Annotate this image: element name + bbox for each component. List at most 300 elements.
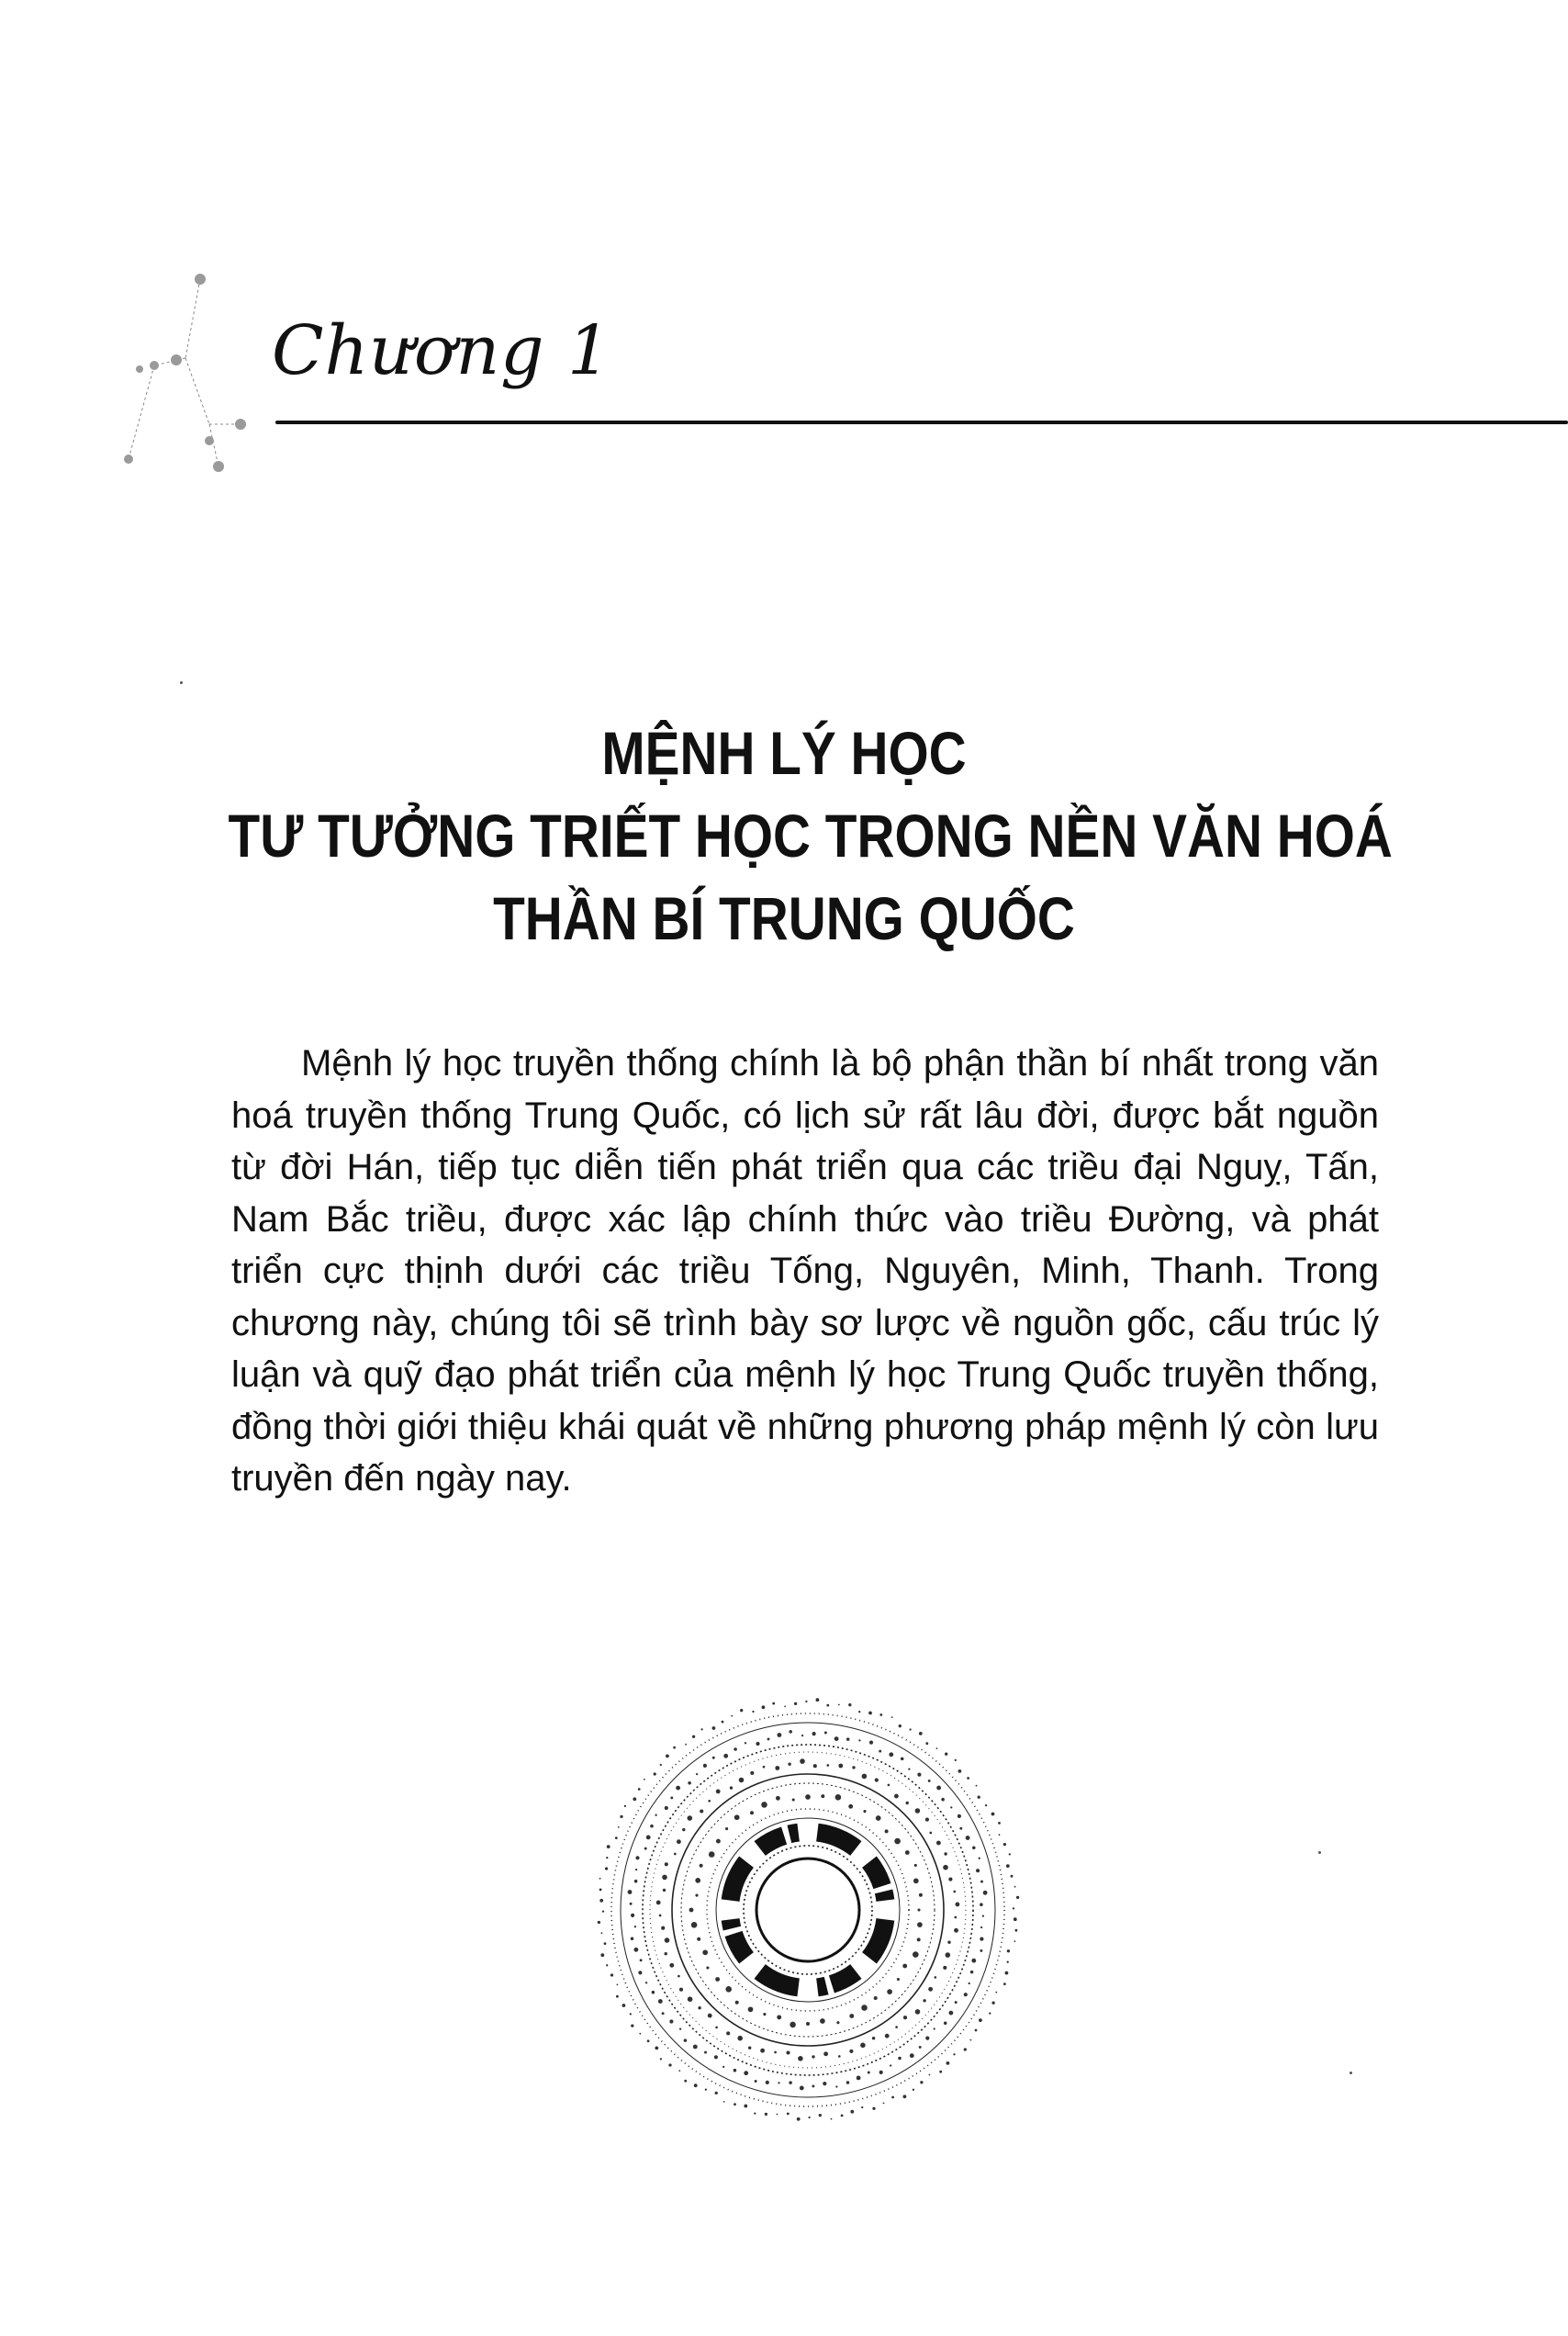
compass-glyph-dot <box>784 1706 786 1708</box>
compass-glyph-dot <box>693 2045 698 2050</box>
compass-glyph-dot <box>630 1903 633 1905</box>
compass-glyph-dot <box>883 2103 885 2105</box>
compass-glyph-dot <box>792 1798 795 1801</box>
compass-glyph-dot <box>1011 1875 1014 1878</box>
compass-glyph-dot <box>946 2061 950 2065</box>
compass-glyph-dot <box>679 2027 681 2029</box>
compass-glyph-dot <box>835 2085 837 2087</box>
compass-glyph-dot <box>943 1865 948 1870</box>
compass-glyph-dot <box>676 1786 680 1791</box>
compass-glyph-dot <box>688 1781 691 1785</box>
compass-glyph-dot <box>628 1890 633 1894</box>
compass-glyph-dot <box>920 2081 923 2083</box>
compass-glyph-dot <box>872 2037 875 2039</box>
compass-glyph-dot <box>703 1764 707 1768</box>
compass-glyph-dot <box>755 2080 757 2083</box>
compass-glyph-dot <box>734 2069 737 2072</box>
compass-glyph-dot <box>723 1754 728 1758</box>
compass-glyph-dot <box>925 2037 929 2040</box>
compass-glyph-dot <box>645 1982 647 1983</box>
compass-glyph-dot <box>917 1908 920 1911</box>
compass-glyph-dot <box>857 2075 861 2080</box>
compass-glyph-dot <box>934 1976 936 1979</box>
compass-glyph-dot <box>735 2001 739 2005</box>
compass-glyph-dot <box>665 1862 668 1866</box>
compass-glyph-dot <box>624 1805 626 1807</box>
compass-glyph-dot <box>631 1937 634 1941</box>
compass-glyph-dot <box>663 1889 666 1892</box>
compass-glyph-dot <box>644 1847 647 1850</box>
compass-glyph-dot <box>794 1702 797 1705</box>
compass-glyph-dot <box>876 1815 881 1821</box>
compass-glyph-dot <box>944 2022 947 2026</box>
compass-glyph-dot <box>606 1964 608 1966</box>
compass-glyph-dot <box>674 1853 677 1856</box>
compass-glyph-dot <box>723 2101 725 2103</box>
compass-glyph-dot <box>879 1713 882 1716</box>
compass-trigram-arc <box>817 1971 856 1987</box>
compass-glyph-dot <box>858 1739 860 1741</box>
compass-glyph-dot <box>652 1991 655 1994</box>
compass-glyph-dot <box>638 1971 642 1974</box>
compass-glyph-dot <box>665 1806 668 1810</box>
compass-glyph-dot <box>763 1766 766 1769</box>
compass-glyph-dot <box>673 1746 676 1749</box>
compass-glyph-dot <box>887 1989 892 1994</box>
compass-glyph-dot <box>915 2009 921 2015</box>
compass-glyph-dot <box>688 1996 693 2002</box>
compass-glyph-dot <box>875 1779 879 1782</box>
compass-glyph-dot <box>905 1850 910 1855</box>
compass-glyph-dot <box>695 1878 700 1883</box>
compass-glyph-dot <box>980 1926 982 1928</box>
compass-glyph-dot <box>890 2064 891 2066</box>
compass-glyph-dot <box>665 1937 670 1943</box>
compass-glyph-dot <box>688 1815 693 1821</box>
compass-glyph-dot <box>604 1942 607 1945</box>
compass-glyph-dot <box>838 1704 840 1706</box>
compass-glyph-dot <box>798 2056 803 2061</box>
compass-glyph-dot <box>660 2058 662 2060</box>
compass-glyph-dot <box>888 1784 890 1787</box>
compass-glyph-dot <box>715 2027 718 2029</box>
compass-glyph-dot <box>602 1910 604 1912</box>
compass-glyph-dot <box>678 1975 680 1978</box>
compass-glyph-dot <box>917 1922 923 1927</box>
compass-glyph-dot <box>812 2084 814 2087</box>
compass-glyph-dot <box>708 1800 711 1803</box>
compass-glyph-dot <box>824 1732 827 1735</box>
compass-glyph-dot <box>630 2013 632 2015</box>
compass-trigram-arc <box>731 1919 746 1958</box>
compass-trigram-arc <box>869 1919 885 1958</box>
compass-glyph-dot <box>819 2114 822 2117</box>
compass-glyph-dot <box>821 1794 824 1798</box>
compass-glyph-dot <box>919 1732 923 1735</box>
compass-glyph-dot <box>696 1773 698 1775</box>
compass-glyph-dot <box>897 1978 900 1981</box>
compass-glyph-dot <box>934 2027 935 2029</box>
compass-glyph-dot <box>826 1764 829 1767</box>
compass-glyph-dot <box>894 1794 899 1799</box>
compass-glyph-dot <box>763 2013 766 2016</box>
compass-glyph-dot <box>677 1839 681 1844</box>
compass-glyph-dot <box>902 1964 907 1969</box>
compass-glyph-dot <box>970 2039 972 2041</box>
compass-glyph-dot <box>823 2082 826 2085</box>
compass-glyph-dot <box>700 1864 703 1868</box>
compass-glyph-dot <box>982 1915 984 1916</box>
compass-glyph-dot <box>668 2063 671 2066</box>
compass-glyph-dot <box>774 2051 777 2054</box>
compass-glyph-dot <box>662 2012 665 2015</box>
intro-paragraph: Mệnh lý học truyền thống chính là bộ phận thần bí nhất trong văn hoá truyền thống Trung Quốc, có lịch sử rất lâu đời, được bắt nguồn từ đời Hán, tiếp tục diễn tiến phát triển qua các triều đại Nguỵ, Tấn, Nam Bắc triều, được xác lập chính thức vào triều Đường, và phát triển cực thịnh dưới các triều Tống, Nguyên, Minh, Thanh. Trong chương này, chúng tôi sẽ trình bày sơ lược về nguồn gốc, cấu trúc lý luận và quỹ đạo phát triển của mệnh lý học Trung Quốc truyền thống, đồng thời giới thiệu khái quát về những phương pháp mệnh lý còn lưu truyền đến ngày nay. <box>231 1043 1379 1499</box>
compass-glyph-dot <box>861 2005 868 2011</box>
compass-glyph-dot <box>698 2006 700 2009</box>
compass-glyph-dot <box>966 1836 970 1840</box>
compass-glyph-dot <box>734 2103 736 2106</box>
compass-glyph-dot <box>967 1777 969 1780</box>
compass-glyph-dot <box>850 2110 854 2114</box>
compass-glyph-dot <box>716 1789 721 1793</box>
chapter-divider <box>275 421 1568 424</box>
compass-glyph-dot <box>948 1878 952 1881</box>
compass-glyph-dot <box>777 2114 778 2116</box>
compass-glyph-dot <box>898 2057 902 2061</box>
compass-glyph-dot <box>944 1852 946 1855</box>
compass-glyph-dot <box>622 2004 626 2007</box>
chapter-title-line-3: THẦN BÍ TRUNG QUỐC <box>493 884 1075 952</box>
compass-glyph-dot <box>655 2047 658 2050</box>
compass-glyph-dot <box>985 1804 987 1806</box>
compass-glyph-dot <box>708 2014 712 2018</box>
compass-glyph-dot <box>975 2029 978 2032</box>
compass-glyph-dot <box>868 1712 872 1715</box>
compass-glyph-dot <box>705 2088 707 2090</box>
compass-glyph-dot <box>805 1794 811 1800</box>
compass-glyph-dot <box>928 1987 933 1992</box>
compass-glyph-dot <box>919 2046 922 2049</box>
compass-glyph-dot <box>605 1867 608 1870</box>
compass-glyph-dot <box>679 1988 683 1992</box>
compass-trigram-arc <box>869 1862 885 1901</box>
compass-glyph-dot <box>959 1827 962 1830</box>
compass-glyph-dot <box>889 1752 893 1757</box>
compass-glyph-dot <box>712 1726 716 1730</box>
compass-glyph-dot <box>895 2026 898 2028</box>
compass-glyph-dot <box>788 1763 790 1766</box>
compass-glyph-dot <box>972 1847 976 1850</box>
compass-glyph-dot <box>838 2055 841 2058</box>
compass-glyph-dot <box>772 1702 775 1705</box>
compass-glyph-dot <box>654 1772 656 1775</box>
compass-glyph-dot <box>777 1733 781 1737</box>
compass-glyph-dot <box>929 1832 932 1835</box>
compass-glyph-dot <box>639 2033 641 2035</box>
compass-glyph-dot <box>790 2022 796 2028</box>
compass-glyph-dot <box>766 2081 769 2084</box>
compass-glyph-dot <box>1003 1843 1006 1846</box>
chapter-title-line-2: TƯ TƯỞNG TRIẾT HỌC TRONG NỀN VĂN HOÁ <box>228 802 1393 870</box>
compass-glyph-dot <box>903 2095 907 2098</box>
compass-glyph-dot <box>917 1937 921 1941</box>
compass-glyph-dot <box>998 1822 1001 1825</box>
compass-glyph-dot <box>638 1788 641 1791</box>
compass-glyph-dot <box>903 2016 907 2019</box>
compass-glyph-dot <box>1016 1896 1019 1899</box>
compass-glyph-dot <box>849 2014 854 2018</box>
compass-glyph-dot <box>958 1769 962 1773</box>
compass-glyph-dot <box>765 2113 767 2116</box>
compass-glyph-dot <box>823 2051 828 2056</box>
compass-glyph-dot <box>813 1764 817 1768</box>
compass-glyph-dot <box>760 2049 765 2053</box>
compass-glyph-dot <box>599 1878 601 1880</box>
compass-glyph-dot <box>754 2112 756 2114</box>
compass-glyph-dot <box>812 2055 814 2058</box>
compass-glyph-dot <box>775 1766 779 1770</box>
compass-glyph-dot <box>761 1802 767 1808</box>
compass-glyph-dot <box>1006 1864 1010 1868</box>
speck <box>1350 2072 1352 2074</box>
compass-glyph-dot <box>914 1864 917 1867</box>
compass-glyph-dot <box>954 1928 958 1933</box>
compass-glyph-dot <box>644 1779 645 1780</box>
compass-glyph-dot <box>748 2006 754 2012</box>
compass-glyph-dot <box>976 1785 978 1787</box>
compass-glyph-dot <box>919 1893 923 1897</box>
compass-glyph-dot <box>1014 1886 1016 1888</box>
compass-glyph-dot <box>709 1851 715 1858</box>
compass-glyph-dot <box>659 1915 662 1917</box>
compass-glyph-dot <box>858 1711 860 1713</box>
compass-glyph-dot <box>635 1869 637 1870</box>
compass-glyph-dot <box>800 1758 805 1764</box>
compass-glyph-dot <box>633 1948 638 1952</box>
compass-glyph-dot <box>599 1889 602 1892</box>
compass-glyph-dot <box>744 2105 747 2108</box>
compass-glyph-dot <box>941 1798 945 1802</box>
compass-glyph-dot <box>917 1773 921 1777</box>
compass-glyph-dot <box>812 1732 816 1735</box>
compass-glyph-dot <box>885 1829 889 1833</box>
compass-glyph-dot <box>913 1951 919 1958</box>
compass-glyph-dot <box>800 2085 804 2090</box>
compass-glyph-dot <box>874 1996 878 2000</box>
compass-glyph-dot <box>631 2024 633 2027</box>
compass-glyph-dot <box>722 1721 724 1724</box>
compass-glyph-dot <box>913 2089 914 2091</box>
compass-glyph-dot <box>826 1704 829 1707</box>
compass-glyph-dot <box>846 1737 850 1741</box>
compass-glyph-dot <box>849 2050 853 2053</box>
compass-glyph-dot <box>964 2048 967 2050</box>
compass-glyph-dot <box>660 1764 662 1766</box>
compass-glyph-dot <box>1009 1853 1011 1855</box>
compass-glyph-dot <box>750 1811 754 1814</box>
compass-glyph-dot <box>700 1809 703 1813</box>
compass-glyph-dot <box>955 2001 958 2004</box>
compass-glyph-dot <box>846 2081 850 2084</box>
compass-glyph-dot <box>923 1999 925 2002</box>
compass-trigram-arc <box>760 1833 799 1848</box>
compass-glyph-dot <box>955 1902 959 1906</box>
compass-glyph-dot <box>980 1949 982 1952</box>
compass-glyph-dot <box>725 1986 732 1993</box>
compass-glyph-dot <box>600 1953 604 1957</box>
compass-glyph-dot <box>737 2036 743 2041</box>
compass-glyph-dot <box>734 1814 740 1820</box>
compass-glyph-dot <box>669 1963 674 1968</box>
compass-glyph-dot <box>958 1814 961 1818</box>
compass-glyph-dot <box>684 2038 688 2042</box>
compass-glyph-dot <box>834 1736 839 1741</box>
compass-glyph-dot <box>1007 1961 1009 1963</box>
compass-glyph-dot <box>894 1838 901 1845</box>
compass-glyph-dot <box>635 1856 639 1859</box>
chapter-heading: Chương 1 <box>272 311 612 390</box>
compass-trigram-arc <box>760 1971 799 1987</box>
compass-glyph-dot <box>714 2055 718 2059</box>
compass-glyph-dot <box>1014 1917 1017 1921</box>
compass-glyph-dot <box>936 1747 938 1749</box>
compass-glyph-dot <box>908 1768 910 1769</box>
compass-glyph-dot <box>745 1742 746 1744</box>
compass-glyph-dot <box>971 1959 976 1963</box>
compass-glyph-dot <box>748 2047 751 2050</box>
compass-glyph-dot <box>1005 1971 1009 1975</box>
compass-glyph-dot <box>756 1742 759 1746</box>
compass-glyph-dot <box>778 2082 779 2083</box>
compass-glyph-dot <box>610 1973 613 1976</box>
compass-glyph-dot <box>1003 1982 1006 1985</box>
chapter-title-line-1: MỆNH LÝ HỌC <box>601 719 967 787</box>
compass-glyph-dot <box>835 1794 842 1801</box>
compass-glyph-dot <box>953 1891 956 1893</box>
compass-glyph-dot <box>868 2072 870 2074</box>
compass-glyph-dot <box>634 1880 638 1883</box>
compass-glyph-dot <box>915 1808 921 1814</box>
compass-glyph-dot <box>816 1698 820 1701</box>
compass-glyph-dot <box>731 1715 733 1717</box>
compass-glyph-dot <box>655 1814 656 1816</box>
compass-glyph-dot <box>1013 1907 1014 1909</box>
compass-glyph-dot <box>936 1786 941 1791</box>
compass-glyph-dot <box>716 1839 721 1844</box>
compass-glyph-dot <box>801 1735 803 1736</box>
compass-glyph-dot <box>863 1810 866 1813</box>
compass-glyph-dot <box>848 1703 851 1706</box>
compass-glyph-dot <box>682 1828 685 1831</box>
compass-glyph-dot <box>662 1875 667 1881</box>
compass-glyph-dot <box>656 1900 661 1904</box>
compass-glyph-dot <box>631 1914 634 1917</box>
compass-glyph-dot <box>647 2039 650 2042</box>
compass-glyph-dot <box>740 1709 743 1712</box>
compass-glyph-dot <box>607 1845 610 1848</box>
compass-glyph-dot <box>1014 1940 1016 1942</box>
compass-glyph-dot <box>991 1813 995 1816</box>
compass-glyph-dot <box>633 1797 636 1801</box>
compass-glyph-dot <box>726 2031 730 2035</box>
chapter-title <box>228 712 1393 960</box>
compass-glyph-dot <box>899 1724 902 1727</box>
compass-glyph-dot <box>946 1952 951 1958</box>
compass-glyph-dot <box>712 1757 715 1759</box>
compass-glyph-dot <box>925 1742 928 1745</box>
feng-shui-compass-icon <box>588 1690 1028 2130</box>
speck <box>1318 1851 1321 1854</box>
compass-glyph-dot <box>706 1966 709 1969</box>
compass-glyph-dot <box>1015 1929 1018 1932</box>
compass-glyph-dot <box>669 2019 673 2023</box>
compass-glyph-dot <box>750 1771 754 1775</box>
compass-glyph-dot <box>776 1796 780 1801</box>
compass-glyph-dot <box>744 2071 748 2075</box>
compass-glyph-dot <box>862 1774 868 1780</box>
compass-glyph-dot <box>964 1993 968 1996</box>
compass-glyph-dot <box>678 2070 680 2072</box>
compass-glyph-dot <box>777 2015 781 2019</box>
compass-glyph-dot <box>606 1857 608 1859</box>
compass-glyph-dot <box>806 2022 810 2026</box>
compass-glyph-dot <box>999 1834 1001 1836</box>
compass-glyph-dot <box>838 1764 843 1769</box>
compass-glyph-dot <box>739 1778 745 1783</box>
compass-glyph-dot <box>943 1966 946 1970</box>
compass-glyph-dot <box>789 1730 792 1734</box>
compass-glyph-dot <box>702 1949 708 1955</box>
compass-glyph-dot <box>879 1750 881 1753</box>
compass-glyph-dot <box>700 1728 702 1730</box>
compass-glyph-dot <box>634 1926 636 1927</box>
compass-glyph-dot <box>945 1753 947 1756</box>
compass-glyph-dot <box>808 2117 810 2118</box>
compass-glyph-dot <box>601 1932 603 1934</box>
compass-glyph-dot <box>789 2081 792 2084</box>
compass-glyph-dot <box>891 1716 893 1718</box>
compass-glyph-dot <box>861 2106 863 2108</box>
compass-glyph-dot <box>618 1826 620 1828</box>
compass-glyph-dot <box>661 1926 665 1930</box>
compass-glyph-dot <box>831 2118 833 2120</box>
compass-glyph-dot <box>860 2043 866 2049</box>
compass-glyph-dot <box>752 1711 754 1713</box>
compass-glyph-dot <box>885 2034 890 2038</box>
compass-glyph-dot <box>954 1916 957 1919</box>
compass-glyph-dot <box>979 1858 980 1859</box>
compass-glyph-dot <box>976 1869 980 1872</box>
compass-glyph-dot <box>725 1827 728 1830</box>
compass-glyph-dot <box>695 1894 698 1897</box>
compass-glyph-dot <box>684 2080 687 2083</box>
compass-glyph-dot <box>979 2018 982 2022</box>
compass-glyph-dot <box>910 2053 914 2058</box>
compass-glyph-dot <box>666 1755 669 1758</box>
compass-glyph-dot <box>722 2066 724 2068</box>
compass-glyph-dot <box>879 2071 883 2074</box>
compass-trigram-arc <box>817 1833 856 1848</box>
compass-glyph-dot <box>617 1984 619 1986</box>
compass-glyph-dot <box>715 1977 720 1982</box>
compass-glyph-dot <box>872 2107 875 2110</box>
compass-glyph-dot <box>852 1766 855 1769</box>
compass-glyph-dot <box>646 1835 651 1839</box>
compass-glyph-dot <box>925 1818 929 1822</box>
compass-glyph-dot <box>936 1841 941 1846</box>
compass-glyph-dot <box>869 1741 873 1745</box>
compass-glyph-dot <box>689 1908 694 1913</box>
